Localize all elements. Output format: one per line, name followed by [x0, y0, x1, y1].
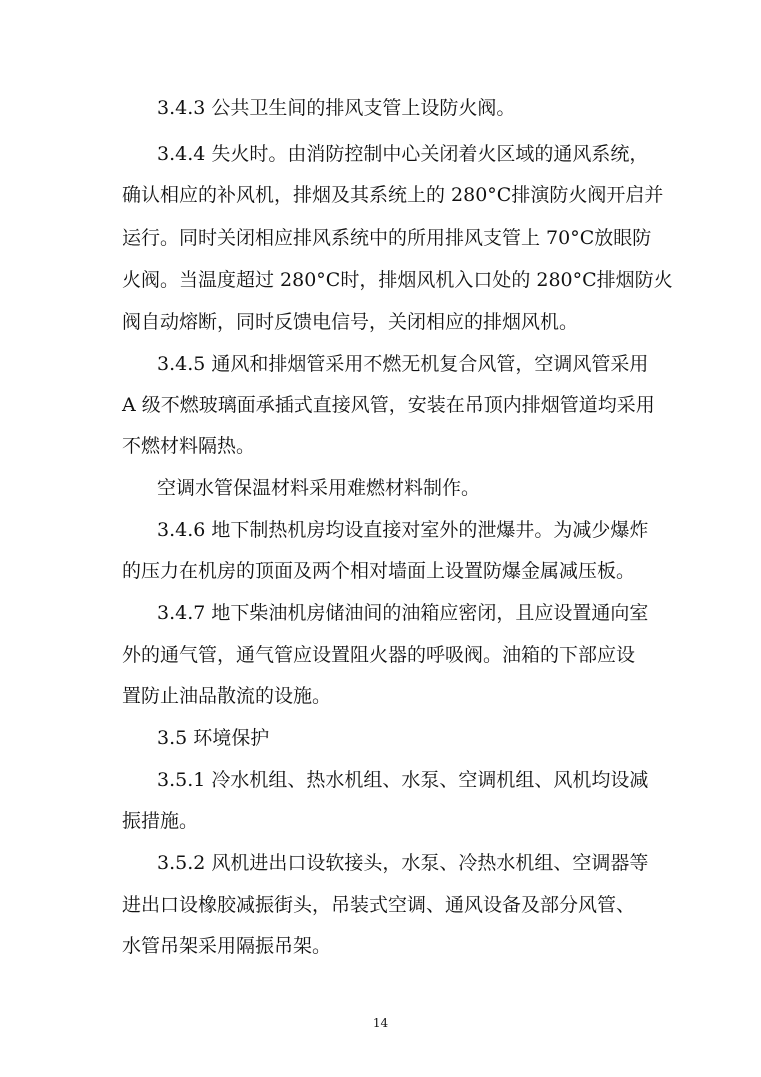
text-line: 的压力在机房的顶面及两个相对墙面上设置防爆金属减压板。	[122, 560, 636, 582]
text-line: 3.4.5 通风和排烟管采用不燃无机复合风管，空调风管采用	[157, 353, 649, 375]
page-number: 14	[372, 1016, 389, 1030]
text-line: 火阀。当温度超过 280°C时，排烟风机入口处的 280°C排烟防火	[122, 269, 673, 291]
text-line: A 级不燃玻璃面承插式直接风管，安装在吊顶内排烟管道均采用	[122, 394, 655, 416]
text-line: 外的通气管，通气管应设置阻火器的呼吸阀。油箱的下部应设	[122, 644, 636, 666]
text-line: 3.4.4 失火时。由消防控制中心关闭着火区域的通风系统，	[157, 143, 649, 165]
text-line: 空调水管保温材料采用难燃材料制作。	[157, 477, 481, 499]
text-line: 3.4.3 公共卫生间的排风支管上设防火阀。	[157, 97, 516, 119]
text-line: 进出口设橡胶减振街头，吊装式空调、通风设备及部分风管、	[122, 894, 636, 916]
text-line: 水管吊架采用隔振吊架。	[122, 935, 332, 957]
text-line: 3.5.1 冷水机组、热水机组、水泵、空调机组、风机均设减	[157, 769, 649, 791]
text-line: 置防止油品散流的设施。	[122, 685, 332, 707]
text-line: 3.4.7 地下柴油机房储油间的油箱应密闭，且应设置通向室	[157, 602, 649, 624]
text-line: 运行。同时关闭相应排风系统中的所用排风支管上 70°C放眼防	[122, 227, 652, 249]
section-heading: 3.5 环境保护	[157, 727, 270, 749]
text-line: 不燃材料隔热。	[122, 435, 256, 457]
text-line: 3.5.2 风机进出口设软接头，水泵、冷热水机组、空调器等	[157, 852, 649, 874]
text-line: 确认相应的补风机，排烟及其系统上的 280°C排演防火阀开启并	[122, 184, 664, 206]
text-line: 振措施。	[122, 810, 199, 832]
text-line: 3.4.6 地下制热机房均设直接对室外的泄爆井。为减少爆炸	[157, 519, 649, 541]
text-line: 阀自动熔断，同时反馈电信号，关闭相应的排烟风机。	[122, 311, 579, 333]
